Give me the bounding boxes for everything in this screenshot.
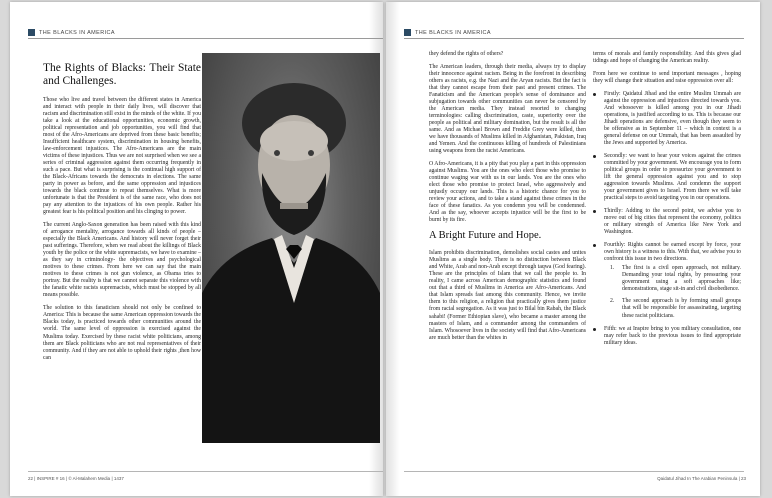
paragraph: The current Anglo-Saxon generation has been raised with this kind of arrogance mentality, arrogance towards all kinds of people – especially the Black Americans. And history will never forget their past sufferings. Therefore, when we read about the killings of Black youth by the police or the white supremacists, we have to examine –as they say in criminology- the objectives and psychological motives to these crimes. From here we can say that the main motives to these crimes is not gun violence, as Obama tries to portray. But the reality is that we cannot separate this violence with the fanatic white racists supremacists, which must be stopped by all means possible.	[43, 222, 201, 299]
paragraph: Islam prohibits discrimination, demolishes social castes and unites Muslims as a single body. There is no distinction between Black and White, Arab and non-Arab except through taqwa (God fearing). These are the principles of Islam that we call the people to. In reality, I came across American demographic statistics and found out that a third of Muslims in America are Afro-Americans. And that Islam spreads fast among this community. Hence, we invite them to this religion, a religion that practically gives them justice from racial segregation. As it was just to Bilal bin Rabah, the Black sahabi! (Former Ethiopian slave), who became a master among the masters of Islam, and a commander among the commanders of Islam. Whosoever lives in the society will find that Afro-Americans are much better than the whites in	[429, 250, 586, 341]
right-text-column-1	[429, 51, 586, 348]
lincoln-portrait-photo	[202, 53, 380, 443]
running-header-right	[404, 29, 491, 36]
left-page	[10, 2, 383, 496]
numbered-item: 1. The first is a civil open approach, not military. Demanding your total rights, by pressuring your government using a soft approaches like; demonstrations, stage sit-in and civil disobedience.	[610, 265, 741, 293]
bullet-icon	[593, 155, 596, 158]
header-square-icon	[404, 29, 411, 36]
portrait-illustration	[202, 53, 380, 443]
paragraph: The American leaders, through their media, always try to display their innocence against racism. Being in the forefront in describing others as racists, e.g. the Nazi and the Aryan racists. But the fact is that they cannot escape from their past and present crimes. The Fanaticism and the American people's sense of dominance and subjugation towards other communities can never be censored by the American media. They instead resorted to changing terminologies: calling discrimination, caste, superiority over the people as political and military domination, but the result is all the same. And as Michael Brown and Freddie Grey were killed, then we have thousands of Muslims killed in Afghanistan, Pakistan, Iraq and Yemen. And the continuous killing of hundreds of Palestinians using weapons from the racist Americans.	[429, 64, 586, 155]
list-item: Firstly: Qaidatul Jihad and the entire Muslim Ummah are against the oppression and injustices directed towards you. And whosoever is killed among you in our Jihadi operations, is justified according to us. This is because our Jihadi operations are defensive, even though they seem to be offensive as in September 11 – which in context is a general defense on our Ummah, that has been assaulted by the Jews and supported by America.	[593, 91, 741, 147]
paragraph: Those who live and travel between the different states in America and interact with people in their daily lives, will discover that racism and discrimination still exist in the minds of the white. If you take a look at the educational opportunities, economic growth, political representation and job opportunities, you will find that most of the Afro-Americans are deprived from these basic benefits; Insufficient healthcare system, discrimination in housing benefits, law-enforcement injustices. The Afro-Americans are the main victims of these injustices. Thus we are not surprised when we see a series of criminal aggression against them occurring frequently in such a pace. But what is surprising is the continual high support of the Black-Africans towards the democrats in elections. The same party in power as before, and the same oppression and injustices towards the black continue to repeat themselves. What is more unfortunate is that the President is of the same race, who does not pay any attention to the injustices of his own people. Rather his greatest fear is his political position and his clinging to power.	[43, 97, 201, 216]
messages-list	[593, 91, 741, 347]
paragraph: terms of morals and family responsibility. And this gives glad tidings and hope of changing the American reality.	[593, 51, 741, 65]
right-page	[386, 2, 760, 496]
paragraph: The solution to this fanaticism should not only be confined to America: This is because the same American oppression towards the Blacks today, is practiced towards other communities around the world. The same level of oppression is exercised against the Muslims today. Exercised by these racist white politicians, among them are Black politicians who are not real representatives of their community. And if they are not able to uphold their rights ,then how can	[43, 305, 201, 361]
numbered-item: 2. The second approach is by forming small groups that will be responsible for assassinating, targeting these racist politicians.	[610, 298, 741, 319]
bullet-icon	[593, 210, 596, 213]
page-footer-right: Qaidatul Jihad In The Arabian Peninsula | 23	[657, 476, 746, 481]
list-item: Thirdly: Adding to the second point, we advise you to move out of big cities that represent the economy, politics or military strength of America like New York and Washington.	[593, 208, 741, 236]
paragraph: O Afro-Americans, it is a pity that you play a part in this oppression against Muslims. You are the ones who elect those who promise to continue waging war with us in our lands. You are the ones who elect those who promise to protect Israel, who aggressively and unjustly occupy our lands. This is a historic chance for you to review your actions, and to take a stand against these crimes in the face of these fanatics. As you condemn you will be condemned. And as the say, whoever accepts injustice will be the first to be burnt by its fire.	[429, 161, 586, 224]
left-text-column	[43, 62, 201, 368]
header-text: THE BLACKS IN AMERICA	[39, 29, 115, 36]
header-square-icon	[28, 29, 35, 36]
bullet-icon	[593, 244, 596, 247]
footer-rule	[28, 471, 383, 472]
header-text: THE BLACKS IN AMERICA	[415, 29, 491, 36]
list-item: Fourthly: Rights cannot be earned except by force, your own history is a witness to this. With that, we advise you to confront this issue in two directions. 1. The first is a civil open approach, not military. Demanding your total rights, by pressuring your government using a soft approaches like; demonstrations, stage sit-in and civil disobedience. 2. The second approach is by forming small groups that will be responsible for assassinating, targeting these racist politicians.	[593, 242, 741, 319]
page-footer-left: 22 | INSPIRE # 16 | © Al-Malahem Media | 1437	[28, 476, 124, 481]
running-header-left	[28, 29, 115, 36]
header-rule	[28, 38, 383, 39]
paragraph: From here we continue to send important messages , hoping they will change their situation and raise oppression over all:	[593, 71, 741, 85]
list-item: Fifth: we at Inspire bring to you military consultation, one may refer back to the previous issues to find appropriate military ideas.	[593, 326, 741, 347]
list-item: Secondly: we want to hear your voices against the crimes committed by your government. We encourage you to form political groups in order to pressurize your government to lift the general oppression against you and to stop aggression towards Muslims. And condemn the support your government gives to Israel. From there we will take practical steps to avoid targeting you in our operations.	[593, 153, 741, 202]
bullet-icon	[593, 328, 596, 331]
numbered-list	[604, 265, 741, 319]
bullet-icon	[593, 93, 596, 96]
right-text-column-2	[593, 51, 741, 353]
paragraph: they defend the rights of others?	[429, 51, 504, 57]
article-title: The Rights of Blacks: Their State and Challenges.	[43, 62, 201, 87]
header-rule	[404, 38, 744, 39]
section-subtitle: A Bright Future and Hope.	[429, 230, 542, 242]
footer-rule	[404, 471, 744, 472]
